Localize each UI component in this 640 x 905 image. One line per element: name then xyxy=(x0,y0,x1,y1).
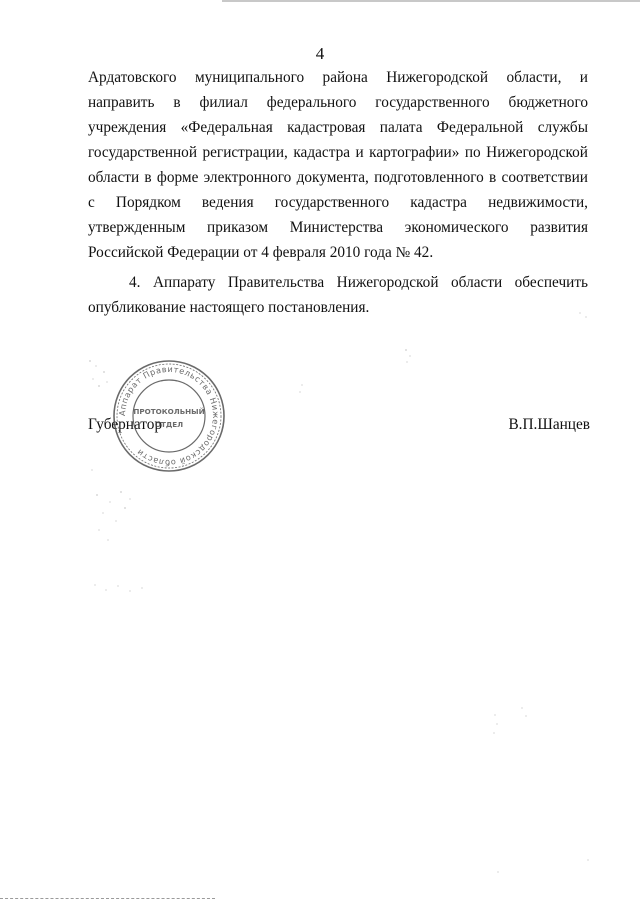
body-line: Ардатовского муниципального района Нижегородской области, и xyxy=(88,69,588,86)
signer-title: Губернатор xyxy=(88,416,163,433)
body-line: Российской Федерации от 4 февраля 2010 года № 42. xyxy=(88,244,434,261)
body-line: государственной регистрации, кадастра и картографии» по Нижегородской xyxy=(88,144,588,161)
stamp-outer-ring xyxy=(114,361,224,471)
body-line: области в форме электронного документа, подготовленного в соответствии xyxy=(88,169,588,186)
stamp-inner-ring xyxy=(133,380,205,452)
bottom-scan-edge xyxy=(0,898,215,900)
stamp-center-line-2: ОТДЕЛ xyxy=(154,420,184,429)
stamp-center-line-1: ПРОТОКОЛЬНЫЙ xyxy=(133,407,205,416)
stamp-seal xyxy=(111,358,227,474)
body-line: учреждения «Федеральная кадастровая палата Федеральной службы xyxy=(88,119,588,136)
top-scan-edge xyxy=(222,0,640,2)
signer-name: В.П.Шанцев xyxy=(508,416,590,433)
body-line-paragraph-4: 4. Аппарату Правительства Нижегородской области обеспечить xyxy=(129,274,588,291)
official-stamp xyxy=(111,358,227,474)
stamp-ring-text: Аппарат Правительства Нижегородской области xyxy=(116,363,222,469)
body-line: опубликование настоящего постановления. xyxy=(88,299,370,316)
body-line: утвержденным приказом Министерства экономического развития xyxy=(88,219,588,236)
body-line: с Порядком ведения государственного кадастра недвижимости, xyxy=(88,194,588,211)
page-number: 4 xyxy=(315,44,325,63)
body-line: направить в филиал федерального государственного бюджетного xyxy=(88,94,588,111)
document-body xyxy=(88,65,588,320)
